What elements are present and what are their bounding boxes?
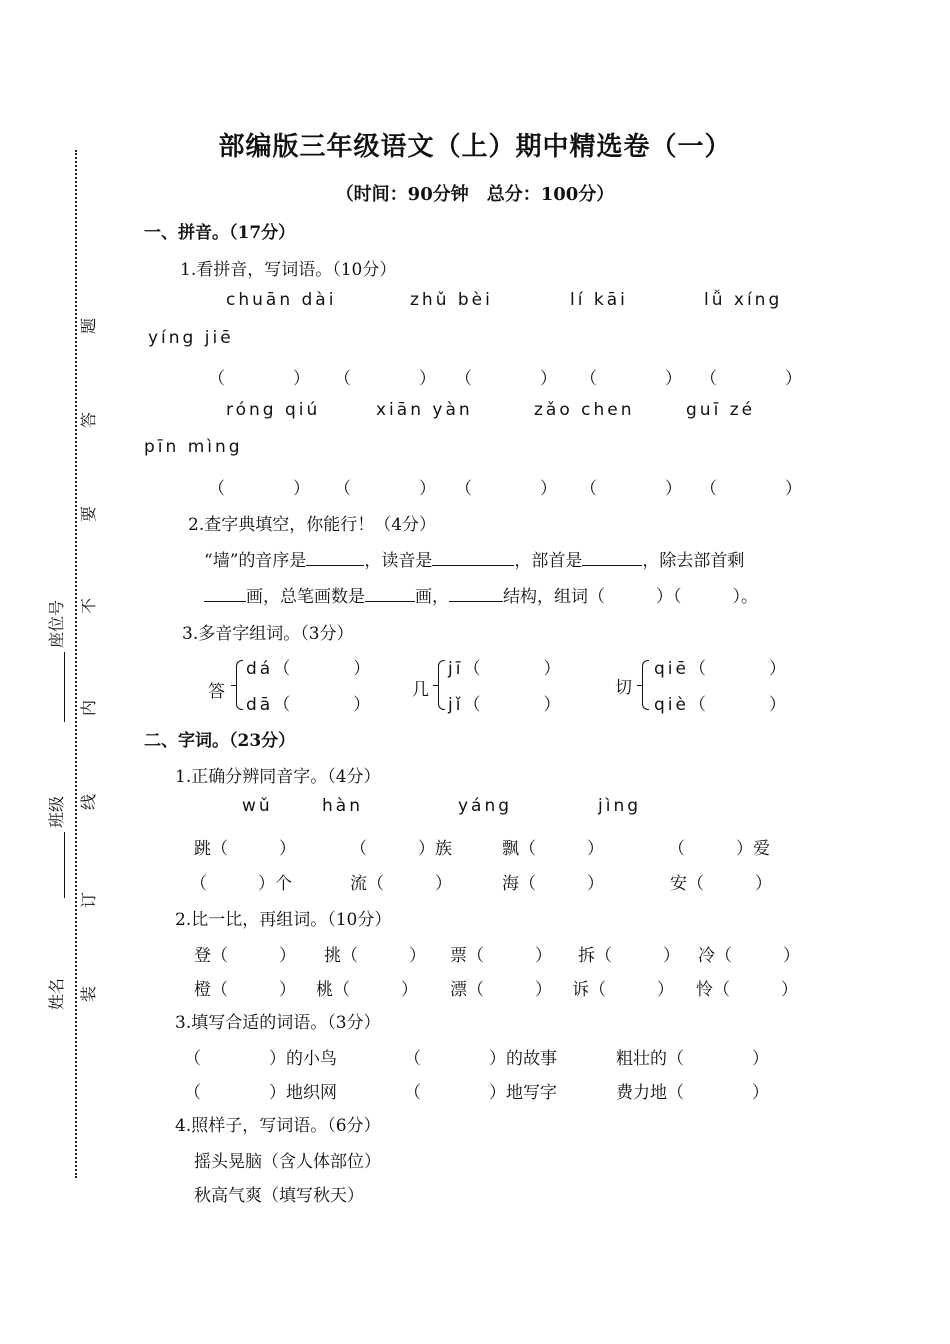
page-title: 部编版三年级语文（上）期中精选卷（一） [218,132,732,162]
q2-line2 [204,582,758,607]
word-blank[interactable]: 挑（ ） [324,946,426,966]
word-blank[interactable]: 海（ ） [502,874,604,894]
q2-text: 画，总笔画数是 [246,587,365,607]
q2-text: ，除去部首剩 [642,551,745,571]
polyphone-char: 切 [615,678,632,698]
polyphone-char: 几 [412,680,429,700]
fill-blank[interactable] [449,587,503,602]
q2-line1 [204,546,744,571]
word-blank[interactable]: 桃（ ） [316,980,418,1000]
answer-blank[interactable]: （ ） [208,369,310,389]
answer-blank[interactable]: （ ） [700,479,802,499]
class-label: 班级 [47,795,66,828]
word-blank[interactable]: 拆（ ） [578,946,680,966]
answer-blank[interactable]: （ ） [208,479,310,499]
name-label: 姓名 [47,977,66,1010]
word-blank[interactable]: 橙（ ） [194,980,296,1000]
polyphone-reading[interactable]: dā（ ） [246,695,374,715]
margin-char-8: 装 [79,985,98,1002]
q2-text: 画， [415,587,449,607]
margin-char-6: 线 [79,793,98,810]
phrase-blank[interactable]: （ ）地写字 [404,1083,557,1103]
word-blank[interactable]: 跳（ ） [194,839,296,859]
class-field[interactable] [64,832,65,898]
pinyin-10: pīn mìng [144,437,243,457]
s2-q2-label: 2.比一比，再组词。（10分） [175,910,392,930]
s1-q1-label: 1.看拼音，写词语。（10分） [180,260,397,280]
pinyin-1: chuān dài [226,290,337,310]
pinyin-7: xiān yàn [376,400,473,420]
example-item: 摇头晃脑（含人体部位） [194,1152,381,1172]
q2-text: ，读音是 [364,551,433,571]
pinyin-6: róng qiú [226,400,321,420]
word-blank[interactable]: （ ）爱 [668,839,770,859]
pinyin-3: lí kāi [570,290,628,310]
word-blank[interactable]: 诉（ ） [572,980,674,1000]
phrase-blank[interactable]: （ ）的小鸟 [184,1049,337,1069]
phrase-blank[interactable]: （ ）地织网 [184,1083,337,1103]
phrase-blank[interactable]: 费力地（ ） [616,1083,769,1103]
section2-heading: 二、字词。（23分） [144,731,296,751]
pinyin-4: lǚ xíng [704,290,783,310]
polyphone-reading[interactable]: qiē（ ） [654,659,789,679]
pinyin-9: guī zé [686,400,756,420]
seat-number-field[interactable] [64,652,65,722]
word-blank[interactable]: 冷（ ） [698,946,800,966]
answer-blank[interactable]: （ ） [455,369,557,389]
margin-char-2: 答 [79,411,98,428]
binding-dotted-line [75,150,77,1178]
margin-char-1: 题 [79,317,98,334]
phrase-blank[interactable]: 粗壮的（ ） [616,1049,769,1069]
margin-char-7: 订 [79,891,98,908]
answer-blank[interactable]: （ ） [580,369,682,389]
polyphone-reading[interactable]: jǐ（ ） [448,695,564,715]
word-blank[interactable]: 安（ ） [670,874,772,894]
pinyin-5: yíng jiē [148,328,234,348]
s2-q1-label: 1.正确分辨同音字。（4分） [175,767,381,787]
polyphone-char: 答 [208,682,225,702]
fill-blank[interactable] [365,587,415,602]
word-blank[interactable]: 怜（ ） [696,980,798,1000]
homophone-pinyin: jìng [598,796,642,816]
polyphone-reading[interactable]: qiè（ ） [654,695,789,715]
q2-text: 结构，组词（ ）（ ）。 [503,587,758,607]
word-blank[interactable]: 流（ ） [350,874,452,894]
margin-char-5: 内 [79,699,98,716]
pinyin-8: zǎo chen [534,400,635,420]
s2-q3-label: 3.填写合适的词语。（3分） [175,1013,381,1033]
seat-number-label: 座位号 [47,599,66,648]
homophone-pinyin: wǔ [242,796,273,816]
answer-blank[interactable]: （ ） [334,479,436,499]
fill-blank[interactable] [582,551,642,566]
example-item: 秋高气爽（填写秋天） [194,1186,364,1206]
fill-blank[interactable] [306,551,364,566]
q2-text: “墙”的音序是 [204,551,307,571]
word-blank[interactable]: （ ）族 [350,839,452,859]
word-blank[interactable]: 飘（ ） [502,839,604,859]
homophone-pinyin: hàn [322,796,363,816]
phrase-blank[interactable]: （ ）的故事 [404,1049,557,1069]
margin-char-3: 要 [79,505,98,522]
page-subtitle: （时间：90分钟 总分：100分） [335,184,615,205]
word-blank[interactable]: （ ）个 [190,874,292,894]
section1-heading: 一、拼音。（17分） [144,223,296,243]
brace [236,660,243,710]
polyphone-reading[interactable]: jī（ ） [448,659,564,679]
pinyin-2: zhǔ bèi [410,290,493,310]
brace [642,660,649,710]
brace [438,660,445,710]
fill-blank[interactable] [204,587,246,602]
s1-q3-label: 3.多音字组词。（3分） [182,624,354,644]
fill-blank[interactable] [432,551,514,566]
homophone-pinyin: yáng [458,796,513,816]
answer-blank[interactable]: （ ） [580,479,682,499]
margin-char-4: 不 [79,597,98,614]
answer-blank[interactable]: （ ） [334,369,436,389]
word-blank[interactable]: 漂（ ） [450,980,552,1000]
word-blank[interactable]: 登（ ） [194,946,296,966]
word-blank[interactable]: 票（ ） [450,946,552,966]
s1-q2-label: 2.查字典填空，你能行！（4分） [188,515,437,535]
answer-blank[interactable]: （ ） [700,369,802,389]
polyphone-reading[interactable]: dá（ ） [246,659,374,679]
q2-text: ，部首是 [514,551,583,571]
s2-q4-label: 4.照样子，写词语。（6分） [175,1116,381,1136]
answer-blank[interactable]: （ ） [455,479,557,499]
